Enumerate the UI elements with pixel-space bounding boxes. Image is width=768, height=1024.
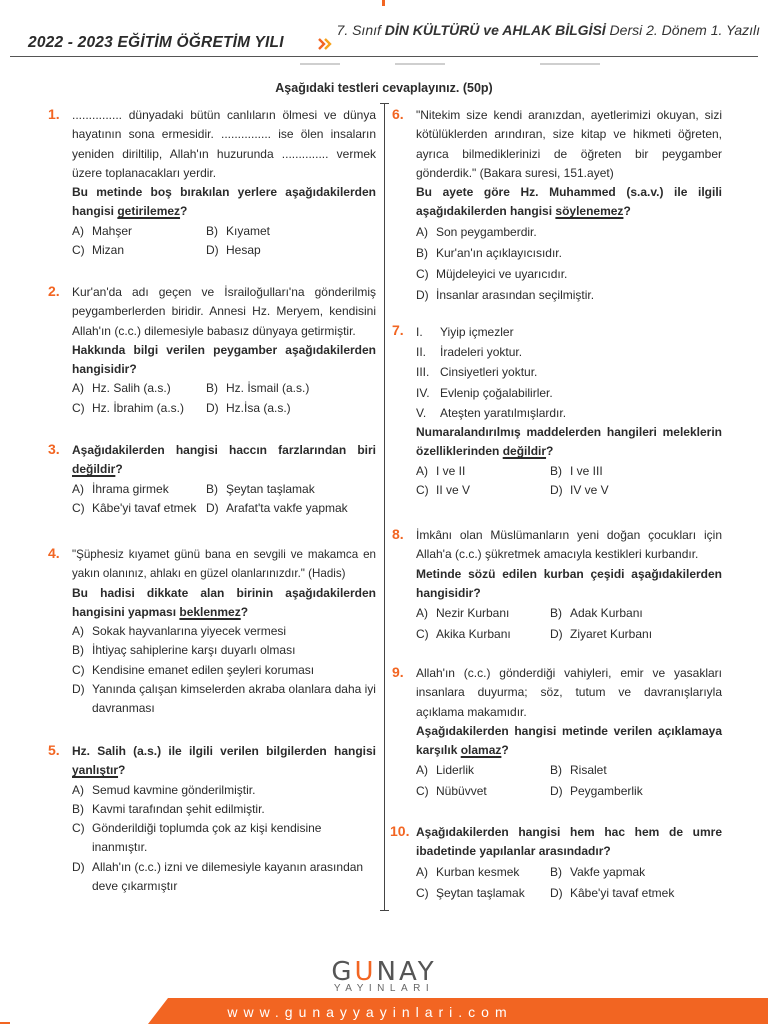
option-a[interactable]: A) Semud kavmine gönderilmiştir. — [72, 782, 256, 797]
answer-options — [72, 480, 376, 519]
option-b[interactable]: B) I ve III — [550, 463, 603, 478]
option-c[interactable]: C) Gönderildiği toplumda çok az kişi kendisine inanmıştır. — [72, 821, 322, 855]
option-a[interactable]: A) Hz. Salih (a.s.) — [72, 381, 171, 396]
question-number: 5. — [48, 742, 60, 758]
answer-options — [72, 379, 376, 418]
list-item: IV. Evlenip çoğalabilirler. — [416, 385, 553, 400]
answer-options — [416, 462, 722, 501]
academic-year-title: 2022 - 2023 EĞİTİM ÖĞRETİM YILI — [28, 34, 284, 51]
option-b[interactable]: B) Hz. İsmail (a.s.) — [206, 381, 310, 396]
option-d[interactable]: D) Yanında çalışan kimselerden akraba olanlara daha iyi davranması — [72, 682, 376, 716]
question-number: 8. — [392, 526, 404, 542]
question-prompt: Bu metinde boş bırakılan yerlere aşağıdakilerden hangisi getirilemez? — [72, 185, 376, 219]
option-b[interactable]: B) Adak Kurbanı — [550, 606, 643, 621]
option-c[interactable]: C) Şeytan taşlamak — [416, 885, 525, 900]
question-prompt: Aşağıdakilerden hangisi hem hac hem de umre ibadetinde yapılanlar arasındadır? — [416, 825, 722, 859]
option-a[interactable]: A) Mahşer — [72, 223, 133, 238]
bleed-mark — [395, 63, 445, 65]
option-d[interactable]: D) Allah'ın (c.c.) izni ve dilemesiyle kayanın arasından deve çıkarmıştır — [72, 859, 364, 894]
question-text: Allah'ın (c.c.) gönderdiği vahiyleri, emir ve yasakları insanlara duyurma; söz, tutum ve davranışlarıyla açıklama makamıdır. — [416, 666, 722, 719]
list-item: III. Cinsiyetleri yoktur. — [416, 365, 538, 380]
answer-options — [416, 603, 722, 645]
publisher-logo — [0, 957, 768, 994]
question-prompt: Aşağıdakilerden hangisi haccın farzlarından biri değildir? — [72, 443, 376, 477]
option-b[interactable]: B) Risalet — [550, 763, 607, 778]
question-number: 10. — [390, 823, 410, 839]
question-prompt: Aşağıdakilerden hangisi metinde verilen açıklamaya karşılık olamaz? — [416, 723, 722, 758]
question-text: "Nitekim size kendi aranızdan, ayetlerimizi okuyan, sizi kötülüklerden arındıran, size kitap ve hikmeti öğreten, ayrıca bilmediklerinizi de öğreten bir peygamber gönderdik." (Bakara suresi, 151.ayet) — [416, 108, 722, 180]
answer-options — [416, 222, 722, 306]
footer-bar — [0, 998, 768, 1024]
answer-options — [416, 862, 722, 904]
option-c[interactable]: C) Mizan — [72, 243, 125, 258]
question-prompt: Hakkında bilgi verilen peygamber aşağıdakilerden hangisidir? — [72, 342, 376, 377]
option-d[interactable]: D) IV ve V — [550, 482, 609, 497]
column-divider-cap — [380, 910, 389, 911]
option-d[interactable]: D) Peygamberlik — [550, 784, 643, 799]
grade-label: 7. Sınıf — [336, 22, 385, 38]
column-divider — [384, 103, 385, 911]
header-rule — [10, 56, 758, 57]
question-number: 1. — [48, 106, 60, 122]
answer-options — [416, 760, 722, 802]
option-b[interactable]: B) Kur'an'ın açıklayıcısıdır. — [416, 245, 562, 260]
column-divider-cap — [380, 103, 389, 104]
double-chevron-right-icon — [317, 37, 333, 51]
option-a[interactable]: A) Son peygamberdir. — [416, 224, 537, 239]
option-c[interactable]: C) Nübüvvet — [416, 784, 487, 799]
option-d[interactable]: D) Ziyaret Kurbanı — [550, 627, 653, 642]
question-text: "Şüphesiz kıyamet günü bana en sevgili ve makamca en yakın olanınız, ahlakı en güzel olanlarınızdır." (Hadis) — [72, 548, 376, 581]
option-d[interactable]: D) Hesap — [206, 243, 261, 258]
option-a[interactable]: A) İhrama girmek — [72, 481, 169, 496]
bleed-mark — [540, 63, 600, 65]
question-text: Kur'an'da adı geçen ve İsrailoğulları'na gönderilmiş peygamberlerden biridir. Annesi Hz. Meryem, kendisini Allah'ın (c.c.) dilemesiyle babasız dünyaya getirmiştir. — [72, 285, 376, 338]
option-d[interactable]: D) Arafat'ta vakfe yapmak — [206, 500, 348, 515]
question-text: İmkânı olan Müslümanların yeni doğan çocukları için Allah'a (c.c.) şükretmek amacıyla kestikleri kurbandır. — [416, 528, 722, 562]
option-b[interactable]: B) Vakfe yapmak — [550, 864, 646, 879]
list-item: II. İradeleri yoktur. — [416, 345, 523, 360]
question-number: 4. — [48, 545, 60, 561]
exam-subject — [337, 22, 760, 38]
question-text: ............... dünyadaki bütün canlıların ölmesi ve dünya hayatının sona ermesidir. ............... ise ölen insaların yeniden diriltilip, Allah'ın huzurunda .............. vermek üzere toplanacakları yerdir. — [72, 108, 376, 180]
list-item: V. Ateşten yaratılmışlardır. — [416, 405, 567, 420]
option-a[interactable]: A) Kurban kesmek — [416, 864, 520, 879]
question-prompt: Hz. Salih (a.s.) ile ilgili verilen bilgilerden hangisi yanlıştır? — [72, 744, 376, 778]
option-a[interactable]: A) Nezir Kurbanı — [416, 606, 510, 621]
option-c[interactable]: C) Akika Kurbanı — [416, 627, 511, 642]
header-accent-mark — [382, 0, 385, 6]
option-c[interactable]: C) Müjdeleyici ve uyarıcıdır. — [416, 266, 568, 281]
option-c[interactable]: C) Kâbe'yi tavaf etmek — [72, 500, 197, 515]
option-c[interactable]: C) Hz. İbrahim (a.s.) — [72, 400, 185, 415]
question-number: 3. — [48, 441, 60, 457]
option-a[interactable]: A) Liderlik — [416, 763, 475, 778]
option-d[interactable]: D) Hz.İsa (a.s.) — [206, 400, 291, 415]
question-prompt: Bu ayete göre Hz. Muhammed (s.a.v.) ile ilgili aşağıdakilerden hangisi söylenemez? — [416, 185, 722, 219]
question-number: 7. — [392, 322, 404, 338]
question-number: 2. — [48, 283, 60, 299]
website-link[interactable]: www.gunayyayinlari.com — [227, 1004, 513, 1020]
answer-options — [72, 781, 376, 897]
option-b[interactable]: B) Kavmi tarafından şehit edilmiştir. — [72, 801, 265, 816]
option-d[interactable]: D) İnsanlar arasından seçilmiştir. — [416, 287, 595, 302]
option-c[interactable]: C) II ve V — [416, 482, 471, 497]
page-header — [0, 0, 768, 60]
question-number: 9. — [392, 664, 404, 680]
question-prompt: Bu hadisi dikkate alan birinin aşağıdakilerden hangisini yapması beklenmez? — [72, 585, 376, 619]
option-c[interactable]: C) Kendisine emanet edilen şeyleri koruması — [72, 662, 315, 677]
question-prompt: Numaralandırılmış maddelerden hangileri meleklerin özelliklerinden değildir? — [416, 425, 722, 459]
answer-options — [72, 222, 376, 261]
answer-options — [72, 622, 376, 718]
exam-label: Dersi 2. Dönem 1. Yazılı — [605, 22, 760, 38]
option-d[interactable]: D) Kâbe'yi tavaf etmek — [550, 885, 675, 900]
instruction-text: Aşağıdaki testleri cevaplayınız. (50p) — [275, 81, 493, 95]
list-item: I. Yiyip içmezler — [416, 325, 514, 339]
option-b[interactable]: B) Şeytan taşlamak — [206, 481, 315, 496]
option-b[interactable]: B) Kıyamet — [206, 223, 271, 238]
bleed-mark — [300, 63, 340, 65]
logo-subtitle: YAYINLARI — [333, 983, 435, 994]
question-prompt: Metinde sözü edilen kurban çeşidi aşağıdakilerden hangisidir? — [416, 566, 722, 600]
option-a[interactable]: A) Sokak hayvanlarına yiyecek vermesi — [72, 624, 287, 639]
option-a[interactable]: A) I ve II — [416, 463, 466, 478]
logo-wordmark: GUNAY — [331, 957, 437, 987]
option-b[interactable]: B) İhtiyaç sahiplerine karşı duyarlı olması — [72, 643, 296, 658]
subject-name: DİN KÜLTÜRÜ ve AHLAK BİLGİSİ — [384, 22, 606, 38]
numbered-items — [416, 322, 722, 423]
question-number: 6. — [392, 106, 404, 122]
